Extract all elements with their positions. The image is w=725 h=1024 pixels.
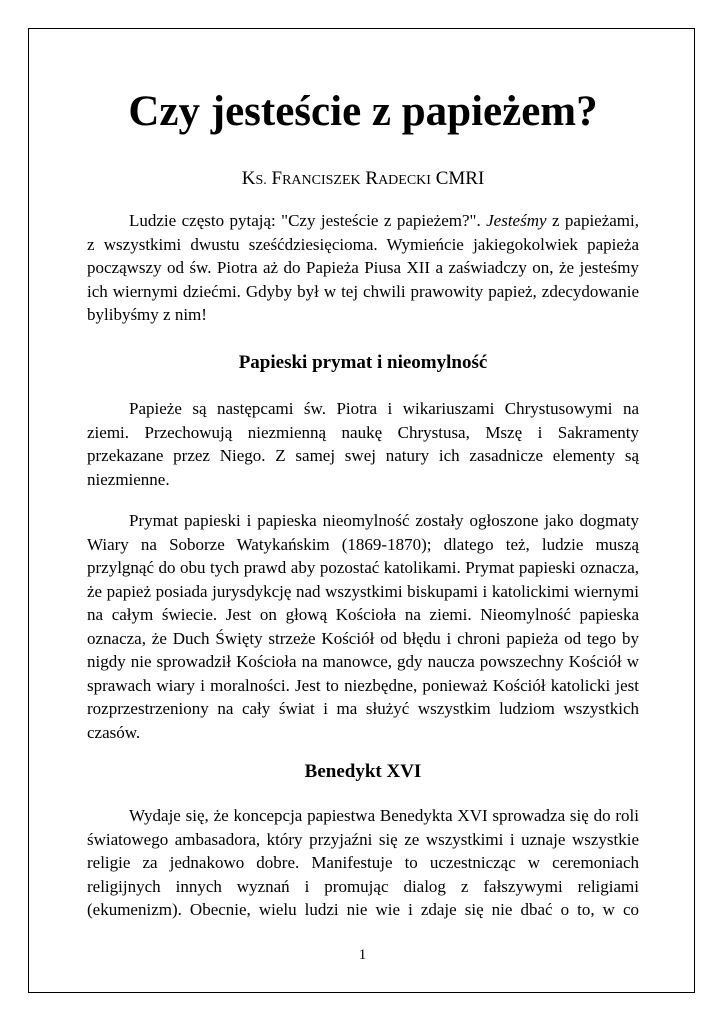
paragraph-line: na całym świecie. Jest on głową Kościoła na ziemi. Nieomylność papieska <box>87 605 639 624</box>
paragraph-line: Wiary na Soborze Watykańskim (1869-1870); dlatego też, ludzie muszą <box>87 534 639 554</box>
paragraph-line: bylibyśmy z nim! <box>87 305 207 324</box>
paragraph-line: począwszy od św. Piotra aż do Papieża Piusa XII a zaświadczy on, że jesteśmy <box>87 258 639 277</box>
paragraph-line: Prymat papieski i papieska nieomylność zostały ogłoszone jako dogmaty <box>129 511 639 530</box>
primacy-paragraph-2 <box>87 509 639 744</box>
paragraph-line: religijnych innych wyznań i promując dialog z fałszywymi religiami <box>87 876 639 896</box>
primacy-paragraph-1 <box>87 397 639 491</box>
paragraph-line: oznacza, że Duch Święty strzeże Kościół od błędu i chroni papieża od tego by <box>87 628 639 648</box>
paragraph-line: niezmienne. <box>87 469 170 489</box>
paragraph-line: przylgnąć do obu tych prawd aby pozostać katolikami. Prymat papieski oznacza, <box>87 558 639 577</box>
paragraph-line: z wszystkimi dwustu sześćdziesięcioma. Wymieńcie jakiegokolwiek papieża <box>87 234 639 254</box>
paragraph-line: religie za jednakowo dobre. Manifestuje to uczestnicząc w ceremoniach <box>87 853 639 872</box>
paragraph-line: że papież posiada jurysdykcję nad wszystkimi biskupami i katolickimi wiernymi <box>87 581 639 601</box>
paragraph-line: ich wiernymi dziećmi. Gdyby był w tej chwili prawowity papież, zdecydowanie <box>87 281 639 301</box>
author-line: KS. FRANCISZEK RADECKI CMRI <box>241 168 485 189</box>
paragraph-line: (ekumenizm). Obecnie, wielu ludzi nie wie i zdaje się nie dbać o to, w co <box>87 900 639 919</box>
paragraph-line: Papieże są następcami św. Piotra i wikariuszami Chrystusowymi na <box>129 399 639 418</box>
section-heading-benedict: Benedykt XVI <box>304 761 422 782</box>
intro-paragraph <box>87 209 639 327</box>
paragraph-line: Ludzie często pytają: "Czy jesteście z papieżem?". Jesteśmy z papieżami, <box>129 211 639 230</box>
benedict-paragraph-1 <box>87 804 639 922</box>
paragraph-line: Wydaje się, że koncepcja papiestwa Benedykta XVI sprowadza się do roli <box>129 806 639 825</box>
section-heading-primacy: Papieski prymat i nieomylność <box>238 352 488 373</box>
paragraph-line: rozprzestrzeniony na cały świat i ma służyć wszystkim ludziom wszystkich <box>87 699 639 718</box>
page-number: 1 <box>358 947 367 963</box>
paragraph-line: ziemi. Przechowują niezmienną naukę Chrystusa, Mszę i Sakramenty <box>87 422 639 442</box>
document-title: Czy jesteście z papieżem? <box>128 88 598 135</box>
paragraph-line: czasów. <box>87 722 141 742</box>
paragraph-line: przekazane przez Niego. Z samej swej natury ich zasadnicze elementy są <box>87 446 639 465</box>
paragraph-line: sprawach wiary i moralności. Jest to niezbędne, ponieważ Kościół katolicki jest <box>87 675 639 695</box>
paragraph-line: nigdy nie sprowadził Kościoła na manowce, gdy naucza powszechny Kościół w <box>87 652 639 671</box>
paragraph-line: światowego ambasadora, który przyjaźni się ze wszystkimi i uznaje wszystkie <box>87 829 639 849</box>
